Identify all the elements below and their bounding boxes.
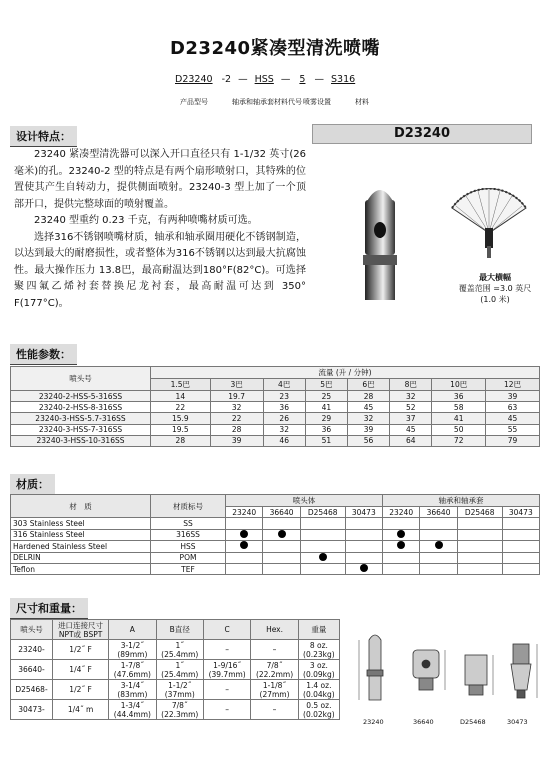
material-cell [263, 552, 300, 563]
nozzle-model: 23240-3-HSS-7-316SS [11, 424, 151, 435]
performance-heading: 性能参数： [10, 344, 77, 365]
code-label: 材料 [355, 98, 369, 106]
flow-value: 55 [486, 424, 540, 435]
figure-label: 36640 [413, 718, 434, 726]
pressure-header: 8巴 [390, 379, 432, 391]
dot-marker [397, 541, 405, 549]
code-label: 喷雾设置 [303, 98, 331, 106]
material-cell [345, 518, 382, 529]
material-cell [502, 541, 539, 552]
material-cell [502, 529, 539, 540]
flow-value: 52 [390, 402, 432, 413]
material-cell [300, 518, 345, 529]
nozzle-model: 23240-3-HSS-10-316SS [11, 435, 151, 446]
nozzle-photo [345, 175, 415, 315]
material-cell [457, 563, 502, 574]
table-row [11, 541, 540, 552]
material-cell [420, 552, 457, 563]
code-part: HSS [254, 74, 274, 85]
code-part: — [280, 74, 291, 85]
flow-value: 19.7 [210, 391, 263, 402]
table-row [11, 529, 540, 540]
material-cell [226, 518, 263, 529]
flow-value: 63 [486, 402, 540, 413]
flow-value: 22 [151, 402, 211, 413]
material-cell [300, 529, 345, 540]
dim-value: 23240- [11, 640, 53, 660]
dot-marker [240, 530, 248, 538]
table-row [11, 391, 540, 402]
material-cell [345, 541, 382, 552]
dim-value: 8 oz. (0.23kg) [298, 640, 339, 660]
dim-header: B直径 [156, 620, 203, 640]
dim-value: 1.4 oz. (0.04kg) [298, 680, 339, 700]
material-cell [263, 541, 300, 552]
model-header: 30473 [502, 507, 539, 518]
dim-value: 30473- [11, 700, 53, 720]
material-table [10, 494, 540, 575]
design-heading: 设计特点： [10, 126, 77, 147]
flow-value: 22 [210, 413, 263, 424]
material-cell [420, 563, 457, 574]
material-cell [457, 541, 502, 552]
dimension-heading: 尺寸和重量： [10, 598, 88, 619]
page-title: D23240紧凑型清洗喷嘴 [169, 38, 381, 59]
material-cell [382, 518, 419, 529]
dimension-figures [355, 630, 545, 718]
col-header: 喷头体 [226, 495, 383, 507]
dot-marker [435, 541, 443, 549]
dim-header: 喷头号 [11, 620, 53, 640]
col-header: 材 质 [11, 495, 151, 518]
dim-value: 1˝ (25.4mm) [156, 640, 203, 660]
table-row [11, 424, 540, 435]
flow-value: 39 [486, 391, 540, 402]
code-label: 产品型号 [180, 98, 208, 106]
code-part: — [238, 74, 248, 85]
model-header: 30473 [345, 507, 382, 518]
dimension-table [10, 619, 340, 720]
flow-value: 23 [263, 391, 305, 402]
material-cell [457, 518, 502, 529]
dim-value: 1-1/2˝ (37mm) [156, 680, 203, 700]
material-cell [420, 529, 457, 540]
flow-value: 32 [210, 402, 263, 413]
dot-marker [240, 541, 248, 549]
dim-value: 1˝ (25.4mm) [156, 660, 203, 680]
dot-marker [319, 553, 327, 561]
caption-line: (1.0 米) [480, 295, 510, 304]
material-cell [382, 552, 419, 563]
material-name: 316 Stainless Steel [11, 529, 151, 540]
flow-value: 39 [210, 435, 263, 446]
pressure-header: 4巴 [263, 379, 305, 391]
table-row [11, 700, 340, 720]
material-cell [263, 529, 300, 540]
dim-header: 进口连接尺寸 NPT或 BSPT [52, 620, 108, 640]
caption-line: 覆盖范围 =3.0 英尺 [458, 284, 532, 293]
dim-value: – [203, 640, 250, 660]
material-cell [226, 529, 263, 540]
material-code: HSS [151, 541, 226, 552]
flow-value: 32 [390, 391, 432, 402]
col-header: 喷头号 [11, 367, 151, 391]
material-cell [226, 552, 263, 563]
material-cell [345, 563, 382, 574]
flow-value: 45 [390, 424, 432, 435]
flow-value: 36 [263, 402, 305, 413]
figure-labels [355, 718, 545, 728]
material-cell [502, 563, 539, 574]
paragraph: 23240 型重约 0.23 千克，有两种喷嘴材质可选。 [34, 215, 258, 226]
material-cell [502, 518, 539, 529]
code-part: — [314, 74, 324, 85]
flow-value: 72 [432, 435, 486, 446]
flow-value: 28 [151, 435, 211, 446]
flow-value: 41 [305, 402, 347, 413]
flow-value: 32 [347, 413, 389, 424]
dim-value: 1/4˝ m [52, 700, 108, 720]
performance-table [10, 366, 540, 447]
table-row [11, 680, 340, 700]
table-row [11, 413, 540, 424]
caption-line: 最大横幅 [479, 273, 511, 282]
figure-label: 30473 [507, 718, 528, 726]
material-cell [300, 563, 345, 574]
flow-value: 36 [305, 424, 347, 435]
design-text [14, 147, 306, 312]
table-row [11, 563, 540, 574]
dim-value: – [251, 700, 298, 720]
flow-value: 19.5 [151, 424, 211, 435]
figure-label: D25468 [460, 718, 486, 726]
material-cell [382, 529, 419, 540]
flow-value: 79 [486, 435, 540, 446]
pressure-header: 3巴 [210, 379, 263, 391]
table-row [11, 640, 340, 660]
dim-header: Hex. [251, 620, 298, 640]
dim-value: – [251, 640, 298, 660]
table-row [11, 552, 540, 563]
flow-value: 41 [432, 413, 486, 424]
model-header: D25468 [457, 507, 502, 518]
dim-value: – [203, 680, 250, 700]
material-name: Hardened Stainless Steel [11, 541, 151, 552]
code-part: D23240 [175, 74, 213, 85]
material-cell [345, 552, 382, 563]
flow-value: 14 [151, 391, 211, 402]
flow-value: 28 [210, 424, 263, 435]
flow-value: 28 [347, 391, 389, 402]
material-cell [263, 563, 300, 574]
flow-value: 50 [432, 424, 486, 435]
model-header: 36640 [263, 507, 300, 518]
material-cell [457, 552, 502, 563]
material-cell [300, 552, 345, 563]
flow-value: 32 [263, 424, 305, 435]
dim-value: 1/2˝ F [52, 640, 108, 660]
dim-value: 3-1/4˝ (83mm) [109, 680, 156, 700]
model-header: D25468 [300, 507, 345, 518]
dim-value: – [203, 700, 250, 720]
code-label: 轴承和轴承套材料代号 [232, 98, 302, 106]
dim-header: A [109, 620, 156, 640]
flow-value: 56 [347, 435, 389, 446]
pressure-header: 5巴 [305, 379, 347, 391]
material-cell [263, 518, 300, 529]
dim-value: 3-1/2˝ (89mm) [109, 640, 156, 660]
paragraph: 选择316不锈钢喷嘴材质，轴承和轴承圈用硬化不锈钢制造，以达到最大的耐磨损性，或者整体为316不锈钢以达到最大抗腐蚀性。最大操作压力 13.8巴，最高耐温达到180°F(82°C)。可选择聚四氟乙烯衬套替换尼龙衬套，最高耐温可达到 350° F(177°C)。 [14, 231, 306, 309]
nozzle-model: 23240-2-HSS-8-316SS [11, 402, 151, 413]
model-code [175, 74, 355, 85]
flow-value: 45 [347, 402, 389, 413]
paragraph: 23240 紧凑型清洗器可以深入开口直径只有 1-1/32 英寸(26 毫米)的孔。23240-2 型的特点是有两个扇形喷射口，其特殊的位置使其产生自转动力，提供侧面喷射。23240-3 型上加了一个顶部开口，提供完整球面的喷射覆盖。 [14, 149, 306, 210]
dim-value: 7/8˝ (22.2mm) [251, 660, 298, 680]
flow-value: 64 [390, 435, 432, 446]
pressure-header: 10巴 [432, 379, 486, 391]
dim-value: 1-1/8˝ (27mm) [251, 680, 298, 700]
table-row [11, 518, 540, 529]
material-cell [420, 541, 457, 552]
flow-value: 45 [486, 413, 540, 424]
flow-value: 46 [263, 435, 305, 446]
material-name: DELRIN [11, 552, 151, 563]
pressure-header: 12巴 [486, 379, 540, 391]
material-cell [382, 541, 419, 552]
dim-value: 0.5 oz. (0.02kg) [298, 700, 339, 720]
pressure-header: 6巴 [347, 379, 389, 391]
dim-header: 重量 [298, 620, 339, 640]
model-header: 36640 [420, 507, 457, 518]
pressure-header: 1.5巴 [151, 379, 211, 391]
material-cell [457, 529, 502, 540]
flow-value: 36 [432, 391, 486, 402]
col-header: 材质标号 [151, 495, 226, 518]
nozzle-model: 23240-2-HSS-5-316SS [11, 391, 151, 402]
material-name: 303 Stainless Steel [11, 518, 151, 529]
dim-value: 7/8˝ (22.3mm) [156, 700, 203, 720]
dim-value: 1/4˝ F [52, 660, 108, 680]
table-row [11, 402, 540, 413]
material-cell [300, 541, 345, 552]
dot-marker [278, 530, 286, 538]
spray-pattern-diagram [448, 188, 530, 266]
material-cell [420, 518, 457, 529]
material-heading: 材质： [10, 474, 55, 495]
table-row [11, 660, 340, 680]
code-part: S316 [331, 74, 356, 85]
code-part: 5 [299, 74, 306, 85]
model-box: D23240 [312, 124, 532, 144]
flow-value: 39 [347, 424, 389, 435]
material-cell [502, 552, 539, 563]
dim-value: 1-7/8˝ (47.6mm) [109, 660, 156, 680]
dim-value: 3 oz. (0.09kg) [298, 660, 339, 680]
material-code: TEF [151, 563, 226, 574]
table-row [11, 435, 540, 446]
code-part: -2 [221, 74, 232, 85]
material-name: Teflon [11, 563, 151, 574]
dim-header: C [203, 620, 250, 640]
material-cell [226, 563, 263, 574]
flow-value: 26 [263, 413, 305, 424]
dim-value: 1-3/4˝ (44.4mm) [109, 700, 156, 720]
material-code: POM [151, 552, 226, 563]
material-cell [345, 529, 382, 540]
col-header: 流量 (升 / 分钟) [151, 367, 540, 379]
material-code: 316SS [151, 529, 226, 540]
figure-label: 23240 [363, 718, 384, 726]
flow-value: 29 [305, 413, 347, 424]
dot-marker [397, 530, 405, 538]
model-header: 23240 [226, 507, 263, 518]
dim-value: 1/2˝ F [52, 680, 108, 700]
flow-value: 37 [390, 413, 432, 424]
material-cell [382, 563, 419, 574]
dot-marker [360, 564, 368, 572]
dim-value: 1-9/16˝ (39.7mm) [203, 660, 250, 680]
flow-value: 58 [432, 402, 486, 413]
flow-value: 15.9 [151, 413, 211, 424]
model-header: 23240 [382, 507, 419, 518]
dim-value: D25468- [11, 680, 53, 700]
flow-value: 25 [305, 391, 347, 402]
dim-value: 36640- [11, 660, 53, 680]
material-code: SS [151, 518, 226, 529]
col-header: 轴承和轴承套 [382, 495, 539, 507]
nozzle-model: 23240-3-HSS-5.7-316SS [11, 413, 151, 424]
material-cell [226, 541, 263, 552]
flow-value: 51 [305, 435, 347, 446]
spray-caption [450, 272, 540, 305]
